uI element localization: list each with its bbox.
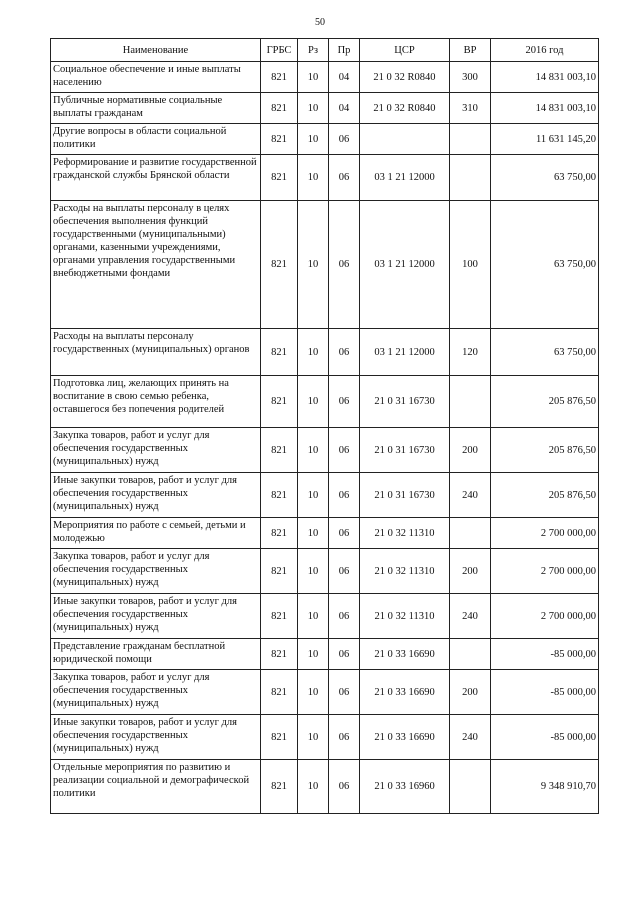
- cell-rz: 10: [298, 670, 329, 715]
- cell-grbs: 821: [261, 155, 298, 201]
- cell-name: Закупка товаров, работ и услуг для обеспечения государственных (муниципальных) нужд: [51, 670, 261, 715]
- header-amount: 2016 год: [491, 39, 599, 62]
- cell-grbs: 821: [261, 93, 298, 124]
- cell-pr: 06: [329, 473, 360, 518]
- cell-grbs: 821: [261, 428, 298, 473]
- cell-name: Отдельные мероприятия по развитию и реализации социальной и демографической политики: [51, 760, 261, 814]
- table-row: [51, 428, 599, 473]
- cell-rz: 10: [298, 518, 329, 549]
- cell-name: Расходы на выплаты персоналу государственных (муниципальных) органов: [51, 329, 261, 376]
- cell-grbs: 821: [261, 760, 298, 814]
- table-row: [51, 376, 599, 428]
- cell-name: Публичные нормативные социальные выплаты гражданам: [51, 93, 261, 124]
- cell-csr: 21 0 32 R0840: [360, 93, 450, 124]
- cell-grbs: 821: [261, 549, 298, 594]
- table-row: [51, 329, 599, 376]
- cell-pr: 06: [329, 670, 360, 715]
- cell-grbs: 821: [261, 201, 298, 329]
- header-vr: ВР: [450, 39, 491, 62]
- cell-amount: 2 700 000,00: [491, 549, 599, 594]
- cell-amount: 2 700 000,00: [491, 594, 599, 639]
- cell-vr: 100: [450, 201, 491, 329]
- cell-vr: 240: [450, 715, 491, 760]
- cell-vr: 200: [450, 428, 491, 473]
- cell-vr: [450, 155, 491, 201]
- cell-name: Реформирование и развитие государственной гражданской службы Брянской области: [51, 155, 261, 201]
- cell-rz: 10: [298, 639, 329, 670]
- table-row: [51, 594, 599, 639]
- cell-amount: 2 700 000,00: [491, 518, 599, 549]
- cell-csr: 21 0 32 R0840: [360, 62, 450, 93]
- cell-amount: 63 750,00: [491, 201, 599, 329]
- page-number: 50: [315, 17, 325, 28]
- table-row: [51, 549, 599, 594]
- header-pr: Пр: [329, 39, 360, 62]
- cell-amount: 63 750,00: [491, 155, 599, 201]
- cell-vr: 200: [450, 549, 491, 594]
- cell-csr: 21 0 33 16690: [360, 670, 450, 715]
- cell-csr: 21 0 31 16730: [360, 428, 450, 473]
- cell-pr: 04: [329, 93, 360, 124]
- table-row: [51, 639, 599, 670]
- cell-amount: -85 000,00: [491, 715, 599, 760]
- header-csr: ЦСР: [360, 39, 450, 62]
- cell-amount: 63 750,00: [491, 329, 599, 376]
- table-row: [51, 201, 599, 329]
- cell-amount: 14 831 003,10: [491, 62, 599, 93]
- cell-grbs: 821: [261, 639, 298, 670]
- cell-name: Закупка товаров, работ и услуг для обеспечения государственных (муниципальных) нужд: [51, 428, 261, 473]
- cell-pr: 06: [329, 549, 360, 594]
- cell-rz: 10: [298, 549, 329, 594]
- cell-rz: 10: [298, 93, 329, 124]
- cell-grbs: 821: [261, 124, 298, 155]
- cell-rz: 10: [298, 329, 329, 376]
- cell-vr: [450, 518, 491, 549]
- cell-csr: 21 0 32 11310: [360, 518, 450, 549]
- cell-csr: [360, 124, 450, 155]
- cell-vr: [450, 760, 491, 814]
- cell-pr: 06: [329, 518, 360, 549]
- cell-grbs: 821: [261, 473, 298, 518]
- table-row: [51, 473, 599, 518]
- cell-csr: 03 1 21 12000: [360, 201, 450, 329]
- cell-csr: 21 0 31 16730: [360, 376, 450, 428]
- cell-name: Социальное обеспечение и иные выплаты населению: [51, 62, 261, 93]
- cell-csr: 21 0 32 11310: [360, 549, 450, 594]
- cell-csr: 21 0 31 16730: [360, 473, 450, 518]
- table-row: [51, 518, 599, 549]
- cell-pr: 06: [329, 428, 360, 473]
- cell-rz: 10: [298, 155, 329, 201]
- cell-csr: 21 0 33 16960: [360, 760, 450, 814]
- header-row: [51, 39, 599, 62]
- table-row: [51, 62, 599, 93]
- cell-pr: 06: [329, 329, 360, 376]
- cell-name: Подготовка лиц, желающих принять на воспитание в свою семью ребенка, оставшегося без попечения родителей: [51, 376, 261, 428]
- cell-grbs: 821: [261, 329, 298, 376]
- cell-csr: 03 1 21 12000: [360, 329, 450, 376]
- table-row: [51, 715, 599, 760]
- header-grbs: ГРБС: [261, 39, 298, 62]
- table-row: [51, 670, 599, 715]
- cell-grbs: 821: [261, 518, 298, 549]
- cell-rz: 10: [298, 376, 329, 428]
- table-body: [51, 62, 599, 814]
- table-row: [51, 760, 599, 814]
- cell-amount: -85 000,00: [491, 639, 599, 670]
- cell-grbs: 821: [261, 594, 298, 639]
- cell-csr: 21 0 33 16690: [360, 715, 450, 760]
- table-row: [51, 124, 599, 155]
- cell-vr: 310: [450, 93, 491, 124]
- table-row: [51, 155, 599, 201]
- cell-rz: 10: [298, 715, 329, 760]
- cell-rz: 10: [298, 62, 329, 93]
- cell-vr: 200: [450, 670, 491, 715]
- cell-pr: 06: [329, 715, 360, 760]
- cell-name: Другие вопросы в области социальной политики: [51, 124, 261, 155]
- cell-vr: [450, 639, 491, 670]
- cell-grbs: 821: [261, 62, 298, 93]
- cell-pr: 06: [329, 594, 360, 639]
- cell-csr: 21 0 32 11310: [360, 594, 450, 639]
- cell-name: Иные закупки товаров, работ и услуг для обеспечения государственных (муниципальных) нужд: [51, 715, 261, 760]
- cell-name: Иные закупки товаров, работ и услуг для обеспечения государственных (муниципальных) нужд: [51, 473, 261, 518]
- cell-vr: 240: [450, 594, 491, 639]
- cell-amount: 9 348 910,70: [491, 760, 599, 814]
- cell-name: Представление гражданам бесплатной юридической помощи: [51, 639, 261, 670]
- cell-pr: 06: [329, 155, 360, 201]
- cell-amount: 14 831 003,10: [491, 93, 599, 124]
- cell-rz: 10: [298, 201, 329, 329]
- budget-table: [50, 38, 599, 814]
- cell-pr: 06: [329, 124, 360, 155]
- cell-grbs: 821: [261, 715, 298, 760]
- cell-amount: 11 631 145,20: [491, 124, 599, 155]
- cell-grbs: 821: [261, 376, 298, 428]
- cell-amount: -85 000,00: [491, 670, 599, 715]
- cell-name: Мероприятия по работе с семьей, детьми и молодежью: [51, 518, 261, 549]
- cell-vr: [450, 376, 491, 428]
- cell-pr: 06: [329, 376, 360, 428]
- cell-pr: 04: [329, 62, 360, 93]
- cell-vr: 300: [450, 62, 491, 93]
- table-row: [51, 93, 599, 124]
- cell-pr: 06: [329, 760, 360, 814]
- cell-rz: 10: [298, 594, 329, 639]
- cell-csr: 03 1 21 12000: [360, 155, 450, 201]
- cell-rz: 10: [298, 124, 329, 155]
- cell-amount: 205 876,50: [491, 376, 599, 428]
- cell-pr: 06: [329, 201, 360, 329]
- cell-rz: 10: [298, 473, 329, 518]
- cell-grbs: 821: [261, 670, 298, 715]
- cell-vr: 240: [450, 473, 491, 518]
- cell-vr: 120: [450, 329, 491, 376]
- cell-amount: 205 876,50: [491, 473, 599, 518]
- cell-csr: 21 0 33 16690: [360, 639, 450, 670]
- cell-rz: 10: [298, 760, 329, 814]
- cell-vr: [450, 124, 491, 155]
- cell-name: Иные закупки товаров, работ и услуг для обеспечения государственных (муниципальных) нужд: [51, 594, 261, 639]
- cell-pr: 06: [329, 639, 360, 670]
- header-rz: Рз: [298, 39, 329, 62]
- cell-name: Расходы на выплаты персоналу в целях обеспечения выполнения функций государственными (муниципальными) органами, казенными учреждениями, органами управления государственными внебюджетными фондами: [51, 201, 261, 329]
- cell-name: Закупка товаров, работ и услуг для обеспечения государственных (муниципальных) нужд: [51, 549, 261, 594]
- cell-rz: 10: [298, 428, 329, 473]
- header-name: Наименование: [51, 39, 261, 62]
- cell-amount: 205 876,50: [491, 428, 599, 473]
